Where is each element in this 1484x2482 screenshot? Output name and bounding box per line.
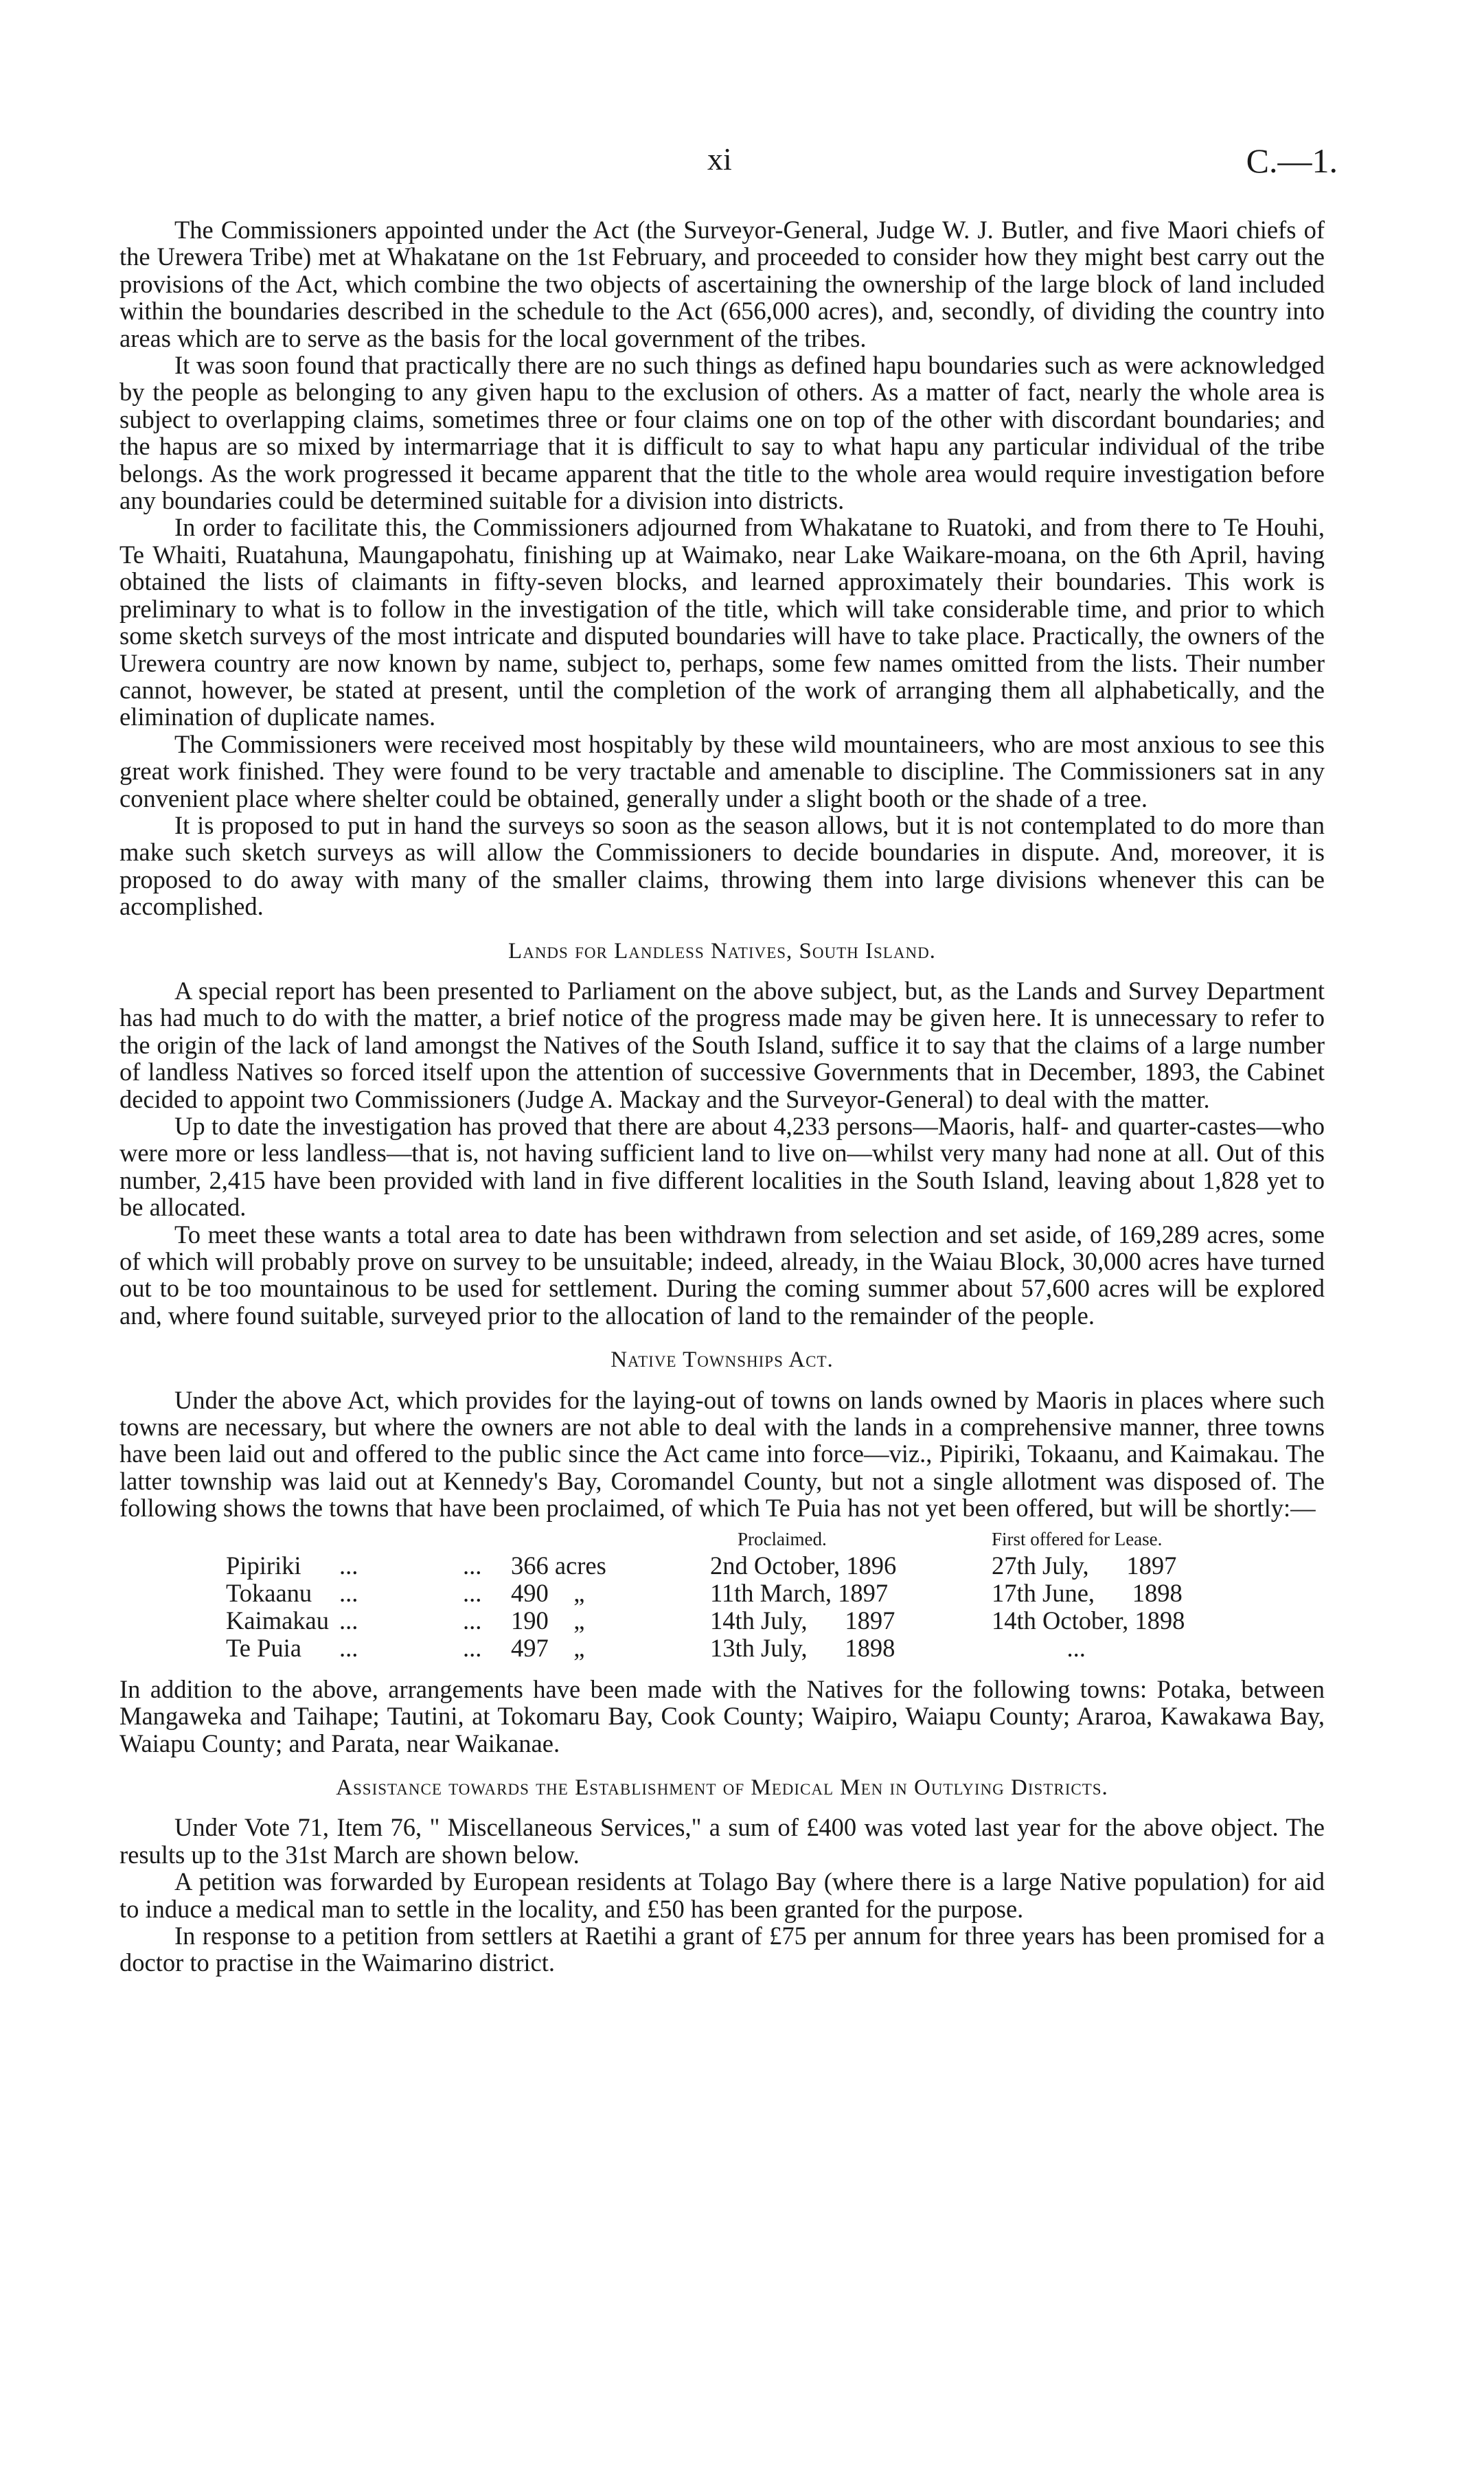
paragraph: To meet these wants a total area to date has been withdrawn from selection and set aside, of 169,289 acres, some of which will probably prove on survey to be unsuitable; indeed, already, in the Waiau Block, 30,000 acres have turned out to be too mountainous to be used for settlement. During the coming summer about 57,600 acres will be explored and, where found suitable, surveyed prior to the allocation of land to the remainder of the people. <box>119 1220 1325 1330</box>
town-proclaimed: 14th July, 1897 <box>710 1606 895 1635</box>
paragraph: In response to a petition from settlers at Raetihi a grant of £75 per annum for three years has been promised for a doctor to practise in the Waimarino district. <box>119 1921 1325 1977</box>
section-heading-landless: Lands for Landless Natives, South Island. <box>508 938 936 964</box>
leader-dots: ... <box>339 1578 358 1607</box>
town-lease: 17th June, 1898 <box>992 1578 1183 1607</box>
leader-dots: ... <box>339 1633 358 1662</box>
leader-dots: ... <box>463 1551 482 1580</box>
paragraph: In addition to the above, arrangements have been made with the Natives for the following towns: Potaka, between Mangaweka and Taihape; Tautini, at Tokomaru Bay, Cook County; Waipiro, Waiapu County; Araroa, Kawakawa Bay, Waiapu County; and Parata, near Waikanae. <box>119 1674 1325 1757</box>
paragraph: The Commissioners were received most hospitably by these wild mountaineers, who are most anxious to see this great work finished. They were found to be very tractable and amenable to discipline. The Commissioners sat in any convenient place where shelter could be obtained, generally under a slight booth or the shade of a tree. <box>119 729 1325 812</box>
table-row <box>119 1580 1325 1607</box>
town-name: Kaimakau <box>226 1606 329 1635</box>
column-header-proclaimed: Proclaimed. <box>738 1528 827 1549</box>
town-acres: 366 acres <box>511 1551 606 1580</box>
townships-table <box>119 1526 1325 1670</box>
town-lease: 14th October, 1898 <box>992 1606 1185 1635</box>
leader-dots: ... <box>463 1606 482 1635</box>
paragraph: It was soon found that practically there are no such things as defined hapu boundaries such as were acknowledged by the people as belonging to any given hapu to the exclusion of others. As a matter of fact, nearly the whole area is subject to overlapping claims, sometimes three or four claims one on top of the other with discordant boundaries; and the hapus are so mixed by intermarriage that it is difficult to say to what hapu any particular individual of the tribe belongs. As the work progressed it became apparent that the title to the whole area would require investigation before any boundaries could be determined suitable for a division into districts. <box>119 351 1325 515</box>
town-name: Tokaanu <box>226 1578 312 1607</box>
town-acres: 497 „ <box>511 1633 585 1662</box>
paragraph: It is proposed to put in hand the surveys so soon as the season allows, but it is not contemplated to do more than make such sketch surveys as will allow the Commissioners to decide boundaries in dispute. And, moreover, it is proposed to do away with many of the smaller claims, throwing them into large divisions whenever this can be accomplished. <box>119 810 1325 921</box>
paragraph: A special report has been presented to Parliament on the above subject, but, as the Lands and Survey Department has had much to do with the matter, a brief notice of the progress made may be given here. It is unnecessary to refer to the origin of the lack of land amongst the Natives of the South Island, suffice it to say that the claims of a large number of landless Natives so forced itself upon the attention of successive Governments that in December, 1893, the Cabinet decided to appoint two Commissioners (Judge A. Mackay and the Surveyor-General) to deal with the matter. <box>119 976 1325 1113</box>
town-name: Pipiriki <box>226 1551 301 1580</box>
page-number: xi <box>707 141 732 177</box>
page-body <box>119 216 1325 1977</box>
column-header-lease: First offered for Lease. <box>992 1528 1163 1549</box>
paragraph: The Commissioners appointed under the Act (the Surveyor-General, Judge W. J. Butler, and five Maori chiefs of the Urewera Tribe) met at Whakatane on the 1st February, and proceeded to consider how they might best carry out the provisions of the Act, which combine the two objects of ascertaining the ownership of the large block of land included within the boundaries described in the schedule to the Act (656,000 acres), and, secondly, of dividing the country into areas which are to serve as the basis for the local government of the tribes. <box>119 216 1325 352</box>
paragraph: Under the above Act, which provides for the laying-out of towns on lands owned by Maoris in places where such towns are necessary, but where the owners are not able to deal with the lands in a comprehensive manner, three towns have been laid out and offered to the public since the Act came into force—viz., Pipiriki, Tokaanu, and Kaimakau. The latter township was laid out at Kennedy's Bay, Coromandel County, but not a single allotment was disposed of. The following shows the towns that have been proclaimed, of which Te Puia has not yet been offered, but will be shortly:— <box>119 1385 1325 1523</box>
table-row <box>119 1635 1325 1662</box>
town-acres: 190 „ <box>511 1606 585 1635</box>
town-name: Te Puia <box>226 1633 301 1662</box>
paragraph: In order to facilitate this, the Commissioners adjourned from Whakatane to Ruatoki, and from there to Te Houhi, Te Whaiti, Ruatahuna, Maungapohatu, finishing up at Waimako, near Lake Waikare-moana, on the 6th April, having obtained the lists of claimants in fifty-seven blocks, and learned approximately their boundaries. This work is preliminary to what is to follow in the investigation of the title, which will take considerable time, and prior to which some sketch surveys of the most intricate and disputed boundaries will have to take place. Practically, the owners of the Urewera country are now known by name, subject to, perhaps, some few names omitted from the lists. Their number cannot, however, be stated at present, until the completion of the work of arranging them all alphabetically, and the elimination of duplicate names. <box>119 513 1325 731</box>
paragraph: A petition was forwarded by European residents at Tolago Bay (where there is a large Native population) for aid to induce a medical man to settle in the locality, and £50 has been granted for the purpose. <box>119 1867 1325 1923</box>
leader-dots: ... <box>339 1606 358 1635</box>
section-heading-medical: Assistance towards the Establishment of Medical Men in Outlying Districts. <box>336 1775 1108 1800</box>
leader-dots: ... <box>463 1633 482 1662</box>
town-lease: 27th July, 1897 <box>992 1551 1177 1580</box>
town-lease: ... <box>992 1633 1086 1662</box>
leader-dots: ... <box>339 1551 358 1580</box>
leader-dots: ... <box>463 1578 482 1607</box>
table-row <box>119 1607 1325 1635</box>
paragraph: Under Vote 71, Item 76, " Miscellaneous Services," a sum of £400 was voted last year for the above object. The results up to the 31st March are shown below. <box>119 1813 1325 1869</box>
table-row <box>119 1552 1325 1580</box>
town-proclaimed: 11th March, 1897 <box>710 1578 889 1607</box>
paragraph: Up to date the investigation has proved that there are about 4,233 persons—Maoris, half- and quarter-castes—who were more or less landless—that is, not having sufficient land to live on—whilst very many had none at all. Out of this number, 2,415 have been provided with land in five different localities in the South Island, leaving about 1,828 yet to be allocated. <box>119 1112 1325 1222</box>
town-acres: 490 „ <box>511 1578 585 1607</box>
section-heading-townships: Native Townships Act. <box>610 1347 834 1373</box>
town-proclaimed: 13th July, 1898 <box>710 1633 895 1662</box>
town-proclaimed: 2nd October, 1896 <box>710 1551 897 1580</box>
document-reference: C.—1. <box>1246 141 1338 180</box>
